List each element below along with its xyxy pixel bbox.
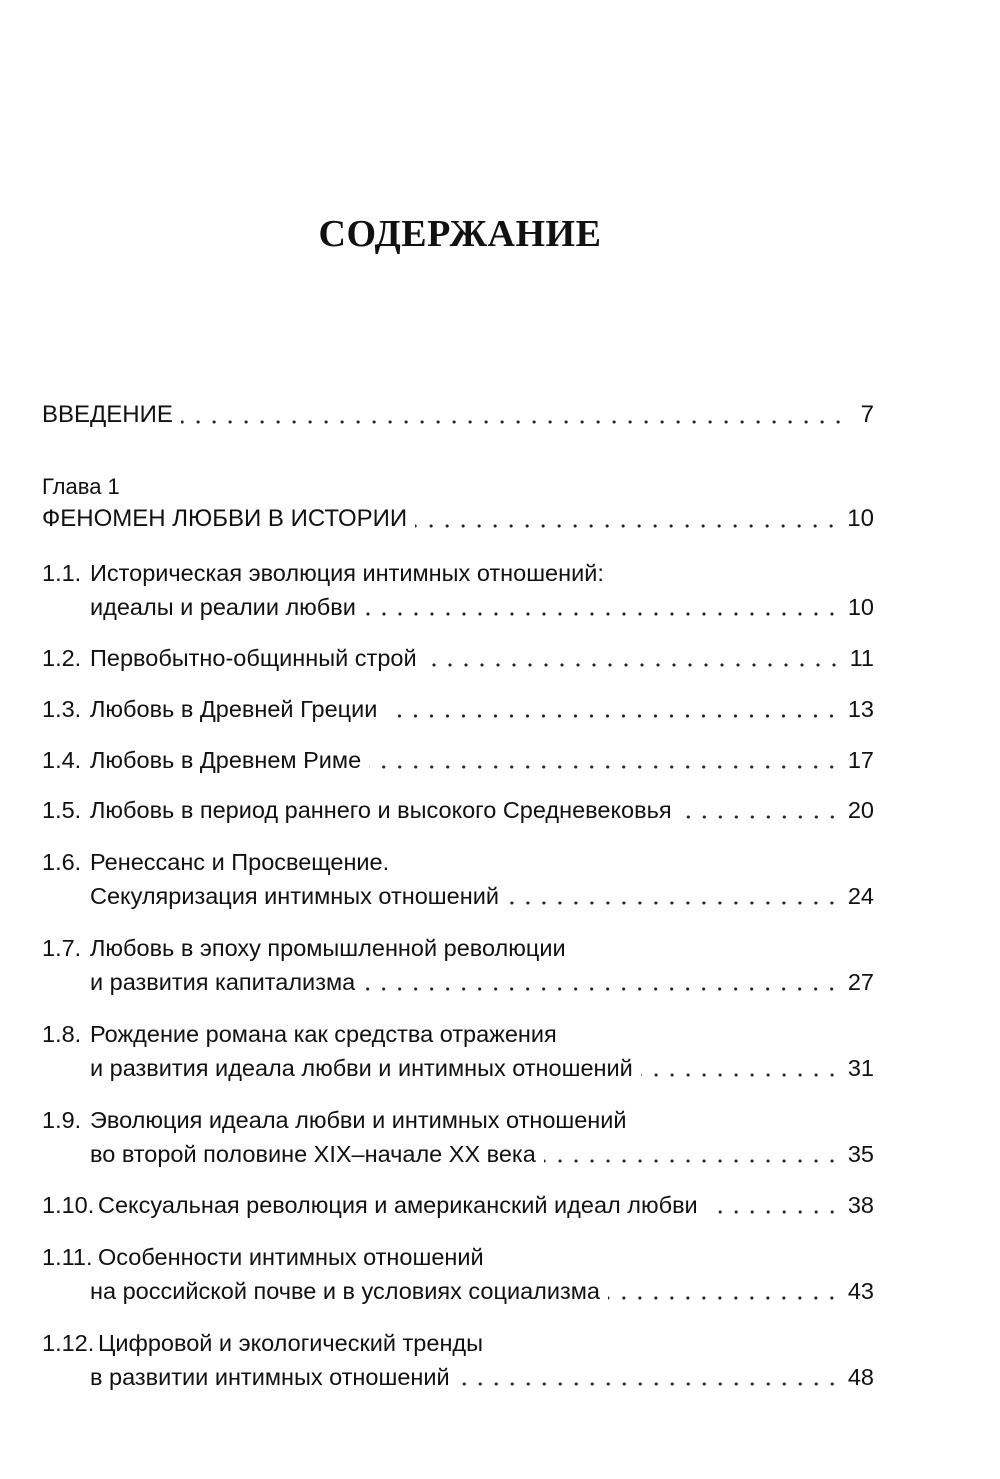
section-title-line: Первобытно-общинный строй	[90, 645, 417, 671]
section-number: 1.11.	[42, 1244, 93, 1270]
section-title-line: в развитии интимных отношений	[90, 1364, 450, 1390]
dot-leader	[385, 714, 840, 718]
page-number: 11	[849, 645, 874, 671]
entry-title: ВВЕДЕНИЕ	[42, 401, 173, 428]
section-title-line: на российской почве и в условиях социализма	[90, 1278, 600, 1304]
section-number: 1.10.	[42, 1192, 95, 1218]
section-number: 1.8.	[42, 1021, 82, 1047]
page-number: 31	[847, 1055, 874, 1081]
page-number: 38	[847, 1192, 874, 1218]
dot-leader	[364, 612, 840, 616]
section-title-line: Рождение романа как средства отражения	[90, 1021, 557, 1047]
dot-leader	[369, 765, 840, 769]
section-number: 1.1.	[42, 560, 82, 586]
section-title-line: и развития капитализма	[90, 969, 356, 995]
section-number: 1.5.	[42, 797, 82, 823]
section-title-line: Любовь в эпоху промышленной революции	[90, 935, 566, 961]
section-title-line: Любовь в Древнем Риме	[90, 747, 362, 773]
toc-entry-section[interactable]	[42, 793, 874, 827]
page-number: 35	[847, 1141, 874, 1167]
page-number: 13	[847, 696, 874, 722]
dot-leader	[544, 1159, 840, 1163]
toc-entry-section[interactable]	[42, 743, 874, 777]
section-title-line: Историческая эволюция интимных отношений:	[90, 560, 604, 586]
dot-leader	[608, 1296, 840, 1300]
toc-entry-section[interactable]	[42, 845, 874, 913]
page-number: 43	[847, 1278, 874, 1304]
section-title-line: Особенности интимных отношений	[98, 1244, 484, 1270]
section-title-line: Ренессанс и Просвещение.	[90, 849, 390, 875]
dot-leader	[706, 1210, 840, 1214]
page-number: 24	[847, 883, 874, 909]
dot-leader	[363, 987, 840, 991]
section-number: 1.6.	[42, 849, 82, 875]
page-number: 10	[847, 505, 874, 532]
page-number: 48	[847, 1364, 874, 1390]
toc-entry-section[interactable]	[42, 931, 874, 999]
toc-entry-chapter-1[interactable]	[42, 472, 874, 536]
toc-entry-section[interactable]	[42, 1188, 874, 1222]
toc-entry-introduction[interactable]	[42, 398, 874, 432]
section-number: 1.12.	[42, 1330, 95, 1356]
page-number: 20	[847, 797, 874, 823]
section-number: 1.2.	[42, 645, 82, 671]
section-title-line: и развития идеала любви и интимных отношений	[90, 1055, 633, 1081]
dot-leader	[641, 1073, 840, 1077]
chapter-label: Глава 1	[42, 474, 120, 499]
section-title-line: Любовь в период раннего и высокого Средневековья	[90, 797, 672, 823]
dot-leader	[507, 901, 840, 905]
section-title-line: во второй половине XIX–начале XX века	[90, 1141, 536, 1167]
section-number: 1.3.	[42, 696, 82, 722]
section-title-line: идеалы и реалии любви	[90, 594, 356, 620]
toc-entry-section[interactable]	[42, 556, 874, 624]
section-number: 1.7.	[42, 935, 82, 961]
section-title-line: Любовь в Древней Греции	[90, 696, 378, 722]
page-number: 7	[860, 401, 874, 428]
dot-leader	[181, 420, 846, 424]
dot-leader	[458, 1382, 840, 1386]
dot-leader	[680, 815, 840, 819]
page-title: СОДЕРЖАНИЕ	[318, 213, 602, 255]
section-number: 1.4.	[42, 747, 82, 773]
toc-entry-section[interactable]	[42, 1017, 874, 1085]
toc-entry-section[interactable]	[42, 1240, 874, 1308]
section-number: 1.9.	[42, 1107, 82, 1133]
page-number: 17	[847, 747, 874, 773]
toc-entry-section[interactable]	[42, 1103, 874, 1171]
section-title-line: Сексуальная революция и американский идеал любви	[98, 1192, 698, 1218]
section-title-line: Эволюция идеала любви и интимных отношений	[90, 1107, 627, 1133]
page-number: 10	[847, 594, 874, 620]
toc-entry-section[interactable]	[42, 1326, 874, 1394]
toc-entry-section[interactable]	[42, 692, 874, 726]
section-title-line: Секуляризация интимных отношений	[90, 883, 499, 909]
dot-leader	[425, 663, 842, 667]
page-number: 27	[847, 969, 874, 995]
chapter-title: ФЕНОМЕН ЛЮБВИ В ИСТОРИИ	[42, 505, 408, 532]
section-title-line: Цифровой и экологический тренды	[98, 1330, 484, 1356]
dot-leader	[415, 524, 839, 528]
toc-entry-section[interactable]	[42, 641, 874, 675]
